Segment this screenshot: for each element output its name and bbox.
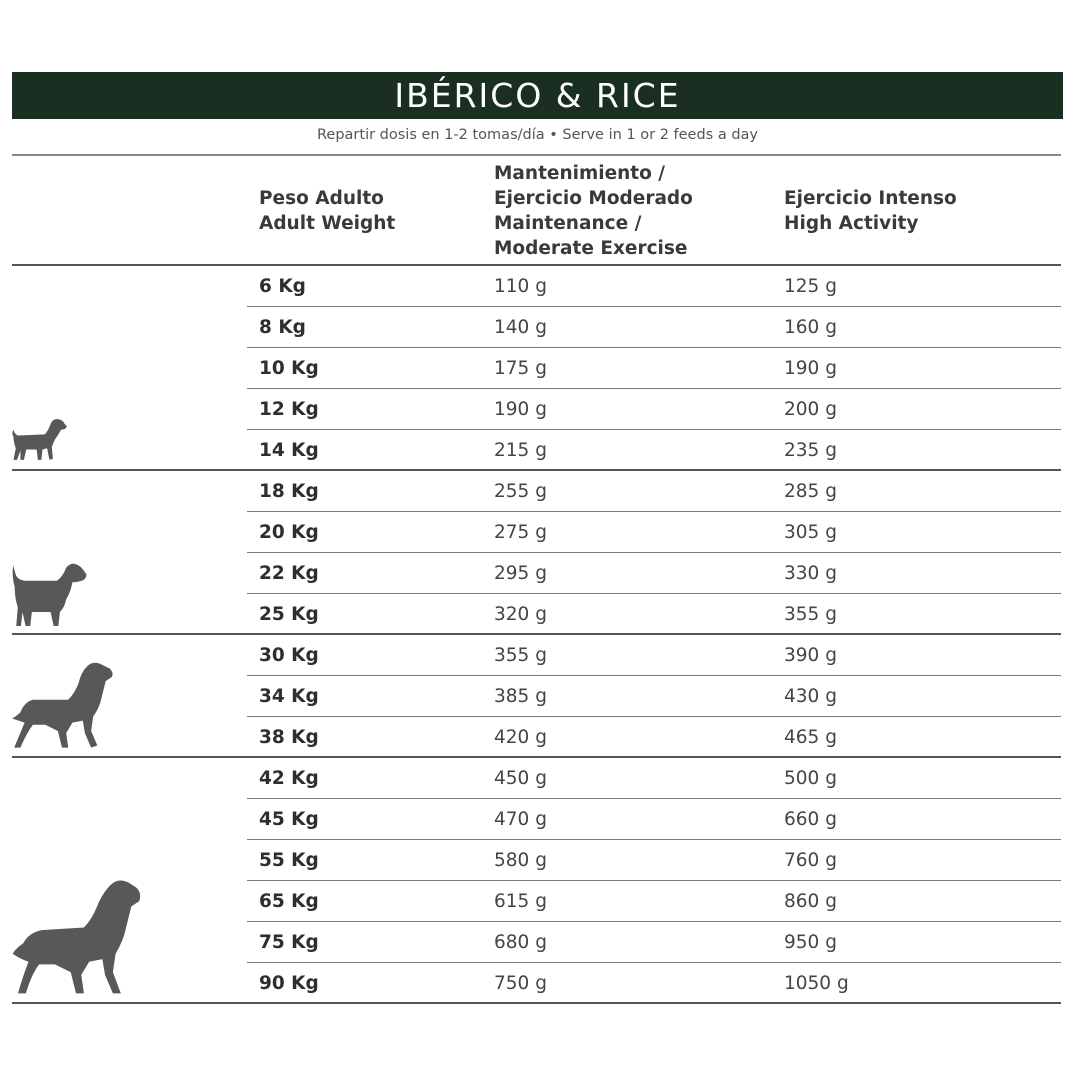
high-activity-cell: 500 g <box>784 768 837 789</box>
header-high-line: Ejercicio Intenso <box>784 188 957 209</box>
high-activity-cell: 390 g <box>784 645 837 666</box>
weight-cell: 45 Kg <box>259 809 319 830</box>
high-activity-cell: 305 g <box>784 522 837 543</box>
maintenance-cell: 615 g <box>494 891 547 912</box>
header-maintenance-line: Maintenance / <box>494 213 642 234</box>
weight-cell: 34 Kg <box>259 686 319 707</box>
table-row <box>0 840 1080 881</box>
high-activity-cell: 160 g <box>784 317 837 338</box>
table-row <box>0 717 1080 758</box>
page-title: IBÉRICO & RICE <box>394 76 681 115</box>
table-row <box>0 307 1080 348</box>
table-row <box>0 348 1080 389</box>
high-activity-cell: 355 g <box>784 604 837 625</box>
high-activity-cell: 1050 g <box>784 973 849 994</box>
large-dog-icon <box>10 660 114 750</box>
header-weight-line: Peso Adulto <box>259 188 384 209</box>
table-row <box>0 594 1080 635</box>
small-dog-icon <box>10 415 68 463</box>
header-maintenance-line: Mantenimiento / <box>494 163 666 184</box>
high-activity-cell: 200 g <box>784 399 837 420</box>
weight-cell: 90 Kg <box>259 973 319 994</box>
high-activity-cell: 125 g <box>784 276 837 297</box>
title-banner <box>12 72 1063 119</box>
table-row <box>0 922 1080 963</box>
maintenance-cell: 385 g <box>494 686 547 707</box>
header-high-line: High Activity <box>784 213 919 234</box>
high-activity-cell: 465 g <box>784 727 837 748</box>
weight-cell: 18 Kg <box>259 481 319 502</box>
maintenance-cell: 750 g <box>494 973 547 994</box>
weight-cell: 25 Kg <box>259 604 319 625</box>
maintenance-cell: 680 g <box>494 932 547 953</box>
high-activity-cell: 860 g <box>784 891 837 912</box>
high-activity-cell: 760 g <box>784 850 837 871</box>
table-row <box>0 799 1080 840</box>
maintenance-cell: 355 g <box>494 645 547 666</box>
weight-cell: 55 Kg <box>259 850 319 871</box>
weight-cell: 42 Kg <box>259 768 319 789</box>
header-maintenance-line: Moderate Exercise <box>494 238 688 259</box>
weight-cell: 8 Kg <box>259 317 306 338</box>
weight-cell: 65 Kg <box>259 891 319 912</box>
maintenance-cell: 110 g <box>494 276 547 297</box>
maintenance-cell: 255 g <box>494 481 547 502</box>
medium-dog-icon <box>10 560 88 628</box>
table-row <box>0 512 1080 553</box>
table-row <box>0 881 1080 922</box>
weight-cell: 38 Kg <box>259 727 319 748</box>
table-row <box>0 389 1080 430</box>
maintenance-cell: 320 g <box>494 604 547 625</box>
giant-dog-icon <box>10 880 142 996</box>
high-activity-cell: 950 g <box>784 932 837 953</box>
high-activity-cell: 660 g <box>784 809 837 830</box>
high-activity-cell: 285 g <box>784 481 837 502</box>
table-row <box>0 676 1080 717</box>
maintenance-cell: 175 g <box>494 358 547 379</box>
top-divider <box>12 154 1061 156</box>
serving-note: Repartir dosis en 1-2 tomas/día • Serve in 1 or 2 feeds a day <box>316 127 759 143</box>
maintenance-cell: 140 g <box>494 317 547 338</box>
weight-cell: 30 Kg <box>259 645 319 666</box>
table-row <box>0 266 1080 307</box>
maintenance-cell: 215 g <box>494 440 547 461</box>
maintenance-cell: 420 g <box>494 727 547 748</box>
header-adult-weight <box>259 186 395 236</box>
table-row <box>0 758 1080 799</box>
high-activity-cell: 235 g <box>784 440 837 461</box>
table-header <box>0 160 1080 264</box>
high-activity-cell: 330 g <box>784 563 837 584</box>
weight-cell: 20 Kg <box>259 522 319 543</box>
weight-cell: 10 Kg <box>259 358 319 379</box>
maintenance-cell: 190 g <box>494 399 547 420</box>
table-row <box>0 471 1080 512</box>
table-row <box>0 635 1080 676</box>
table-row <box>0 963 1080 1004</box>
table-row <box>0 430 1080 471</box>
high-activity-cell: 430 g <box>784 686 837 707</box>
weight-cell: 6 Kg <box>259 276 306 297</box>
weight-cell: 12 Kg <box>259 399 319 420</box>
maintenance-cell: 580 g <box>494 850 547 871</box>
maintenance-cell: 295 g <box>494 563 547 584</box>
maintenance-cell: 275 g <box>494 522 547 543</box>
header-maintenance-line: Ejercicio Moderado <box>494 188 693 209</box>
header-high-activity <box>784 186 957 236</box>
high-activity-cell: 190 g <box>784 358 837 379</box>
weight-cell: 75 Kg <box>259 932 319 953</box>
weight-cell: 22 Kg <box>259 563 319 584</box>
table-row <box>0 553 1080 594</box>
header-weight-line: Adult Weight <box>259 213 396 234</box>
header-maintenance <box>494 161 693 261</box>
maintenance-cell: 450 g <box>494 768 547 789</box>
maintenance-cell: 470 g <box>494 809 547 830</box>
feeding-table <box>0 266 1080 1004</box>
weight-cell: 14 Kg <box>259 440 319 461</box>
